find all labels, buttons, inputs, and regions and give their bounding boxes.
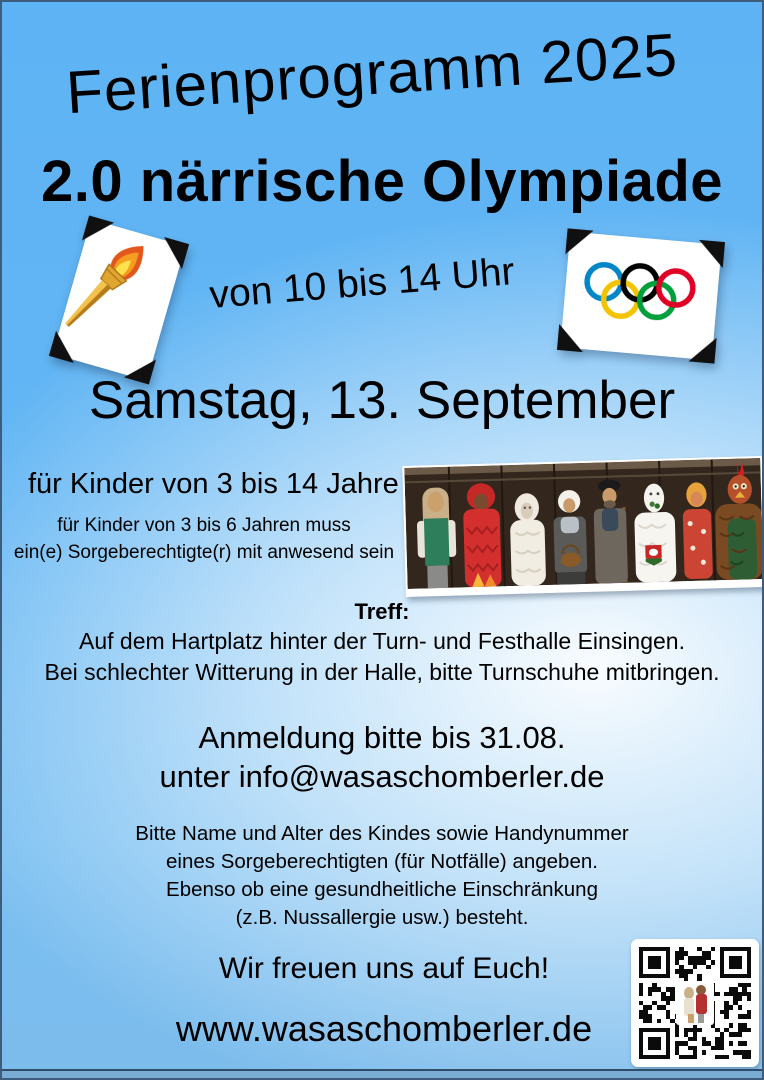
registration-info (2, 718, 762, 796)
costume-group-photo (402, 456, 764, 597)
poster-title: Ferienprogramm 2025 (64, 20, 680, 127)
registration-deadline: Anmeldung bitte bis 31.08. (198, 720, 566, 755)
costume-group-photo-image (404, 458, 763, 589)
meeting-details (2, 626, 762, 688)
notes-line4: (z.B. Nussallergie usw.) besteht. (235, 906, 529, 929)
poster-bottom-edge (2, 1069, 762, 1078)
corner-mount-icon (697, 240, 725, 268)
age-heading: für Kinder von 3 bis 14 Jahre (28, 468, 399, 500)
event-date: Samstag, 13. September (88, 371, 676, 430)
corner-mount-icon (565, 228, 593, 256)
qr-code (631, 939, 759, 1067)
corner-mount-icon (557, 324, 585, 352)
additional-notes (2, 820, 762, 932)
corner-mount-icon (688, 335, 716, 363)
closing-text: Wir freuen uns auf Euch! (218, 952, 550, 985)
notes-line1: Bitte Name und Alter des Kindes sowie Handynummer (135, 822, 629, 845)
qr-center-mascot-icon (676, 981, 714, 1025)
age-note-line1: für Kinder von 3 bis 6 Jahren muss (57, 515, 351, 536)
meeting-label: Treff: (354, 599, 410, 624)
age-note (10, 513, 398, 567)
age-note-line2: ein(e) Sorgeberechtigte(r) mit anwesend sein (13, 541, 395, 563)
registration-email-line: unter info@wasaschomberler.de (159, 759, 605, 794)
website-url: www.wasaschomberler.de (175, 1008, 593, 1049)
poster-subtitle: 2.0 närrische Olympiade (40, 149, 724, 214)
event-time: von 10 bis 14 Uhr (207, 250, 517, 317)
notes-line3: Ebenso ob eine gesundheitliche Einschränkung (166, 878, 598, 901)
meeting-line1: Auf dem Hartplatz hinter der Turn- und Festhalle Einsingen. (79, 628, 685, 654)
rings-photo-card (560, 232, 722, 361)
meeting-line2: Bei schlechter Witterung in der Halle, bitte Turnschuhe mitbringen. (44, 659, 720, 685)
torch-photo-card (53, 219, 186, 381)
notes-line2: eines Sorgeberechtigten (für Notfälle) angeben. (166, 850, 598, 873)
